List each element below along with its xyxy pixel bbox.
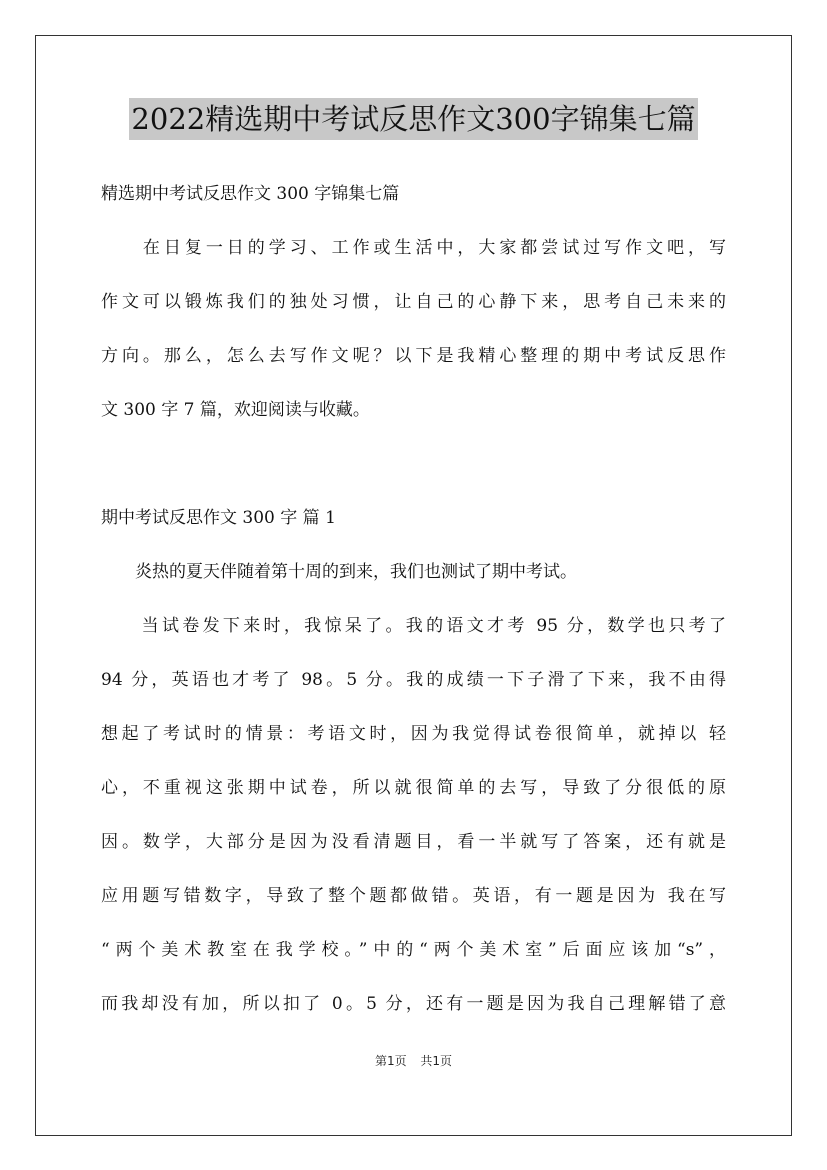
section-heading: 期中考试反思作文 300 字 篇 1 [101,508,336,528]
paragraph-line: “两个美术教室在我学校。”中的“两个美术室”后面应该加“s”， [101,940,726,960]
paragraph-line: 94 分，英语也才考了 98。5 分。我的成绩一下子滑了下来，我不由得 [101,670,726,690]
paragraph-line: 应用题写错数字，导致了整个题都做错。英语，有一题是因为 我在写 [101,886,726,906]
paragraph-line: 心，不重视这张期中试卷，所以就很简单的去写，导致了分很低的原 [101,778,726,798]
paragraph-line: 当试卷发下来时，我惊呆了。我的语文才考 95 分，数学也只考了 [101,616,726,636]
page-footer [0,1052,827,1069]
page-number: 第1页 [374,1054,407,1068]
subtitle-line: 精选期中考试反思作文 300 字锦集七篇 [101,184,400,204]
paragraph-line: 炎热的夏天伴随着第十周的到来，我们也测试了期中考试。 [101,562,577,582]
document-body [101,175,726,1039]
title-container [0,98,827,140]
paragraph-line: 方向。那么，怎么去写作文呢？以下是我精心整理的期中考试反思作 [101,346,726,366]
blank-line [101,445,726,499]
document-title: 2022精选期中考试反思作文300字锦集七篇 [129,98,697,140]
paragraph-line: 文 300 字 7 篇，欢迎阅读与收藏。 [101,400,370,420]
paragraph-line: 而我却没有加，所以扣了 0。5 分，还有一题是因为我自己理解错了意 [101,994,726,1014]
paragraph-line: 作文可以锻炼我们的独处习惯，让自己的心静下来，思考自己未来的 [101,292,726,312]
paragraph-line: 在日复一日的学习、工作或生活中，大家都尝试过写作文吧，写 [101,238,726,258]
paragraph-line: 想起了考试时的情景：考语文时，因为我觉得试卷很简单，就掉以 轻 [101,724,726,744]
page-total: 共1页 [420,1054,453,1068]
paragraph-line: 因。数学，大部分是因为没看清题目，看一半就写了答案，还有就是 [101,832,726,852]
